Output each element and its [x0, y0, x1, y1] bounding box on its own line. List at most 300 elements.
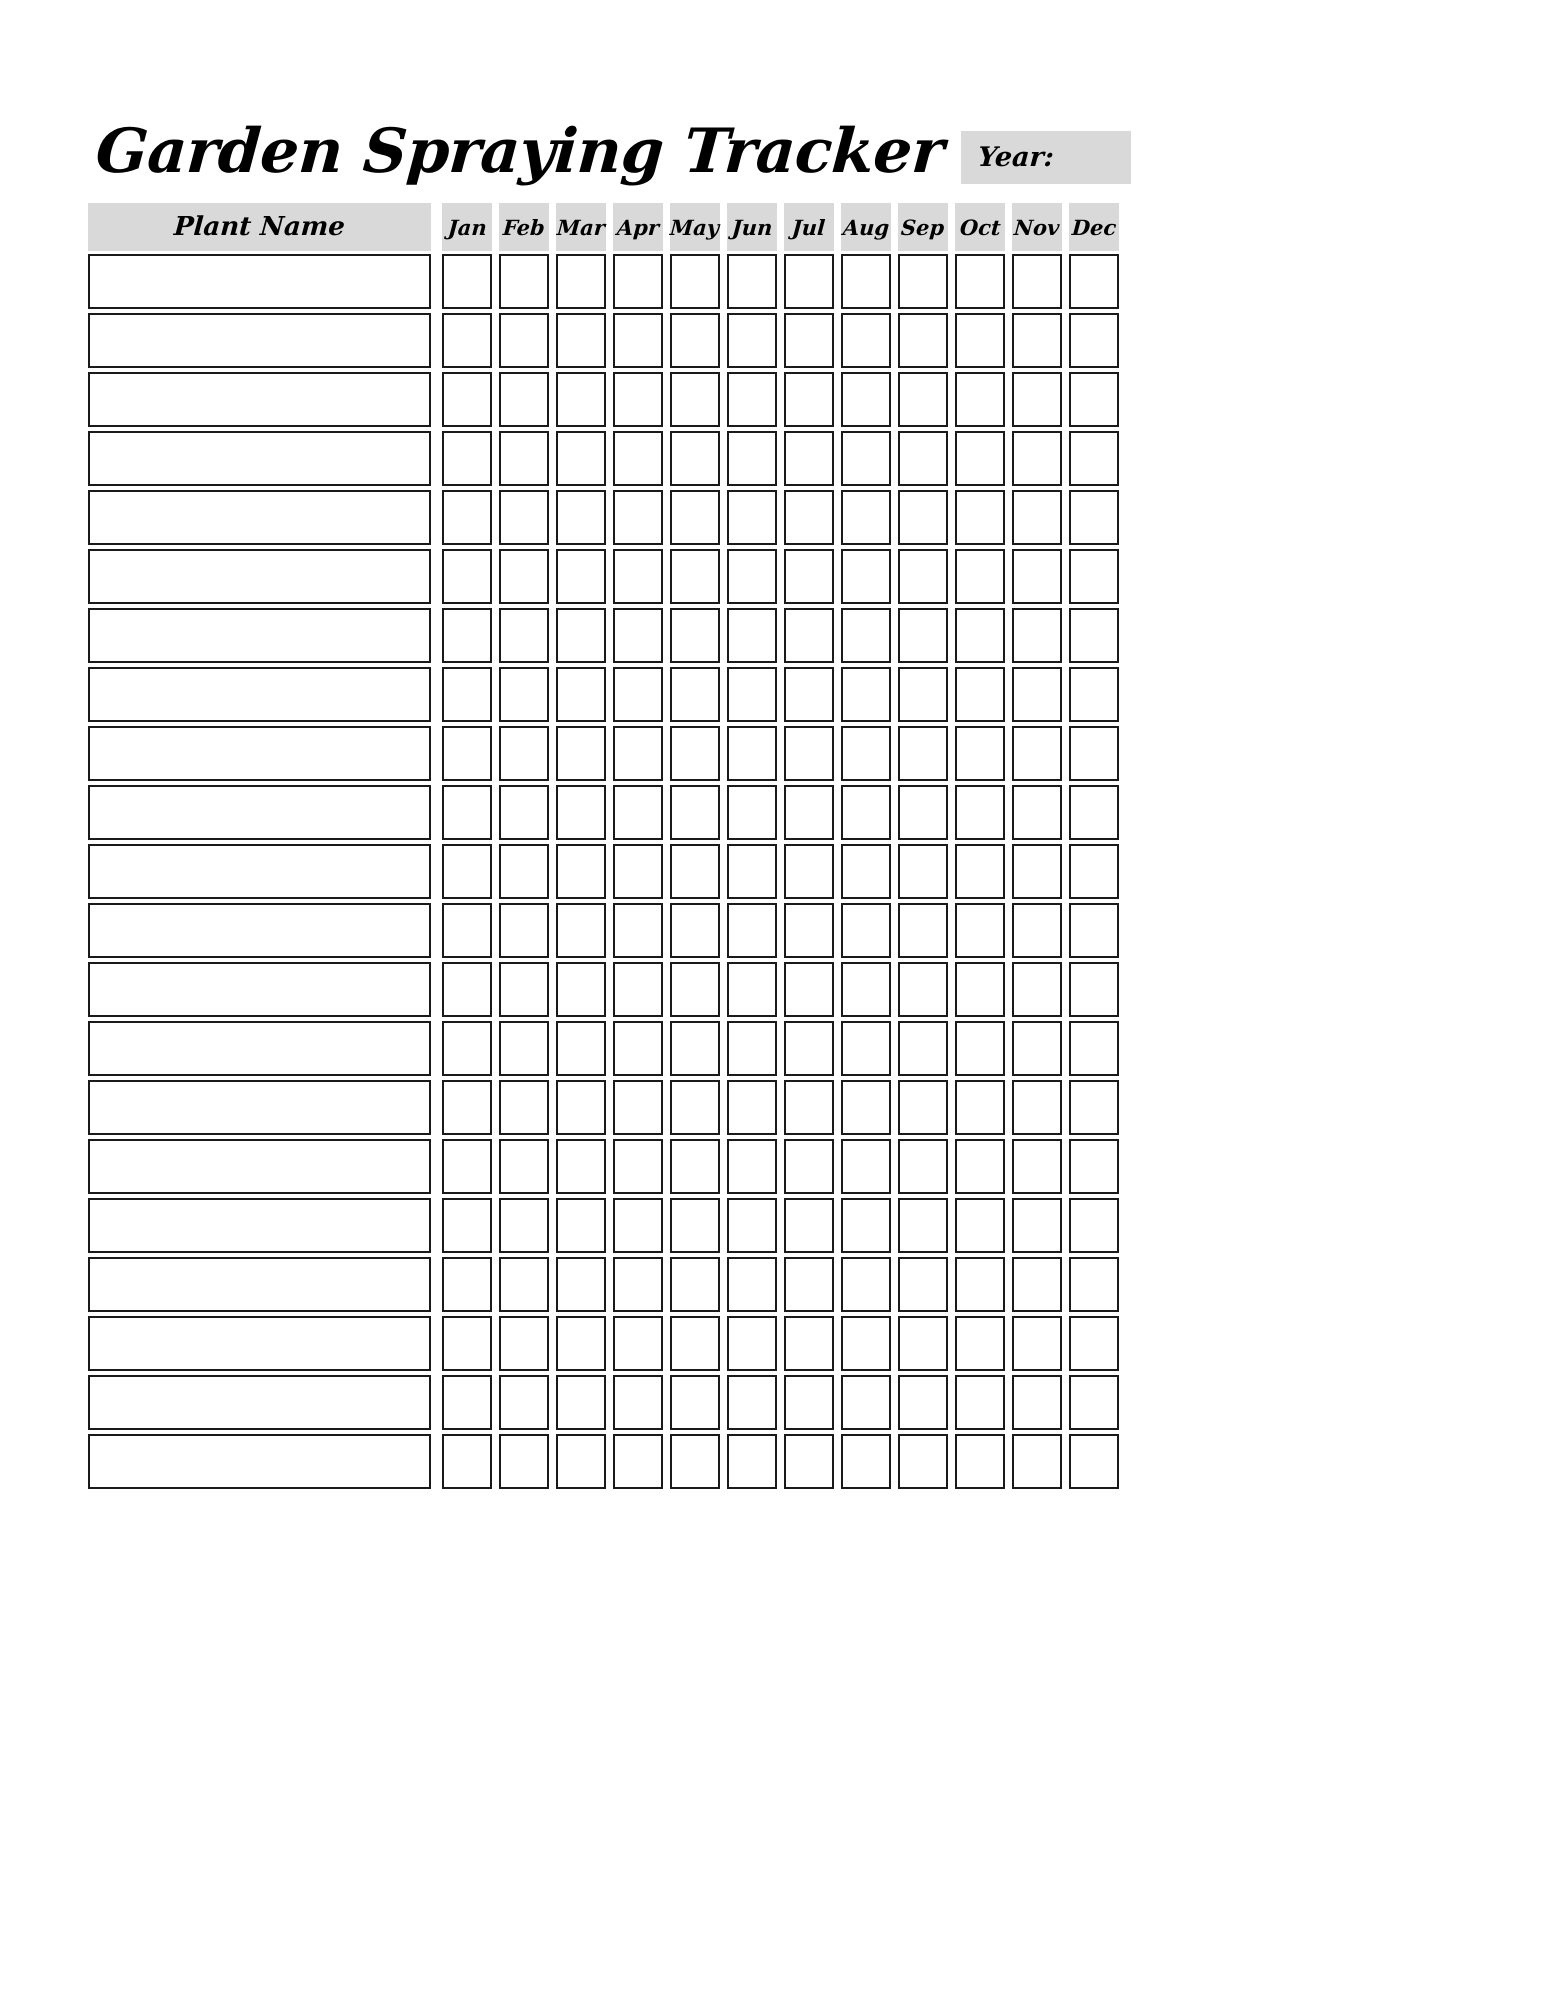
spray-checkbox-cell-sep[interactable]	[898, 785, 948, 840]
plant-name-cell[interactable]	[88, 667, 431, 722]
plant-name-cell[interactable]	[88, 1257, 431, 1312]
spray-checkbox-cell-oct[interactable]	[955, 1021, 1005, 1076]
spray-checkbox-cell-mar[interactable]	[556, 962, 606, 1017]
spray-checkbox-cell-jun[interactable]	[727, 1198, 777, 1253]
spray-checkbox-cell-jul[interactable]	[784, 844, 834, 899]
spray-checkbox-cell-aug[interactable]	[841, 1316, 891, 1371]
spray-checkbox-cell-dec[interactable]	[1069, 490, 1119, 545]
spray-checkbox-cell-oct[interactable]	[955, 1257, 1005, 1312]
plant-name-cell[interactable]	[88, 372, 431, 427]
spray-checkbox-cell-aug[interactable]	[841, 903, 891, 958]
spray-checkbox-cell-oct[interactable]	[955, 667, 1005, 722]
spray-checkbox-cell-aug[interactable]	[841, 608, 891, 663]
spray-checkbox-cell-may[interactable]	[670, 785, 720, 840]
column-header-label: Jun	[730, 214, 774, 240]
spray-checkbox-cell-may[interactable]	[670, 844, 720, 899]
spray-checkbox-cell-mar[interactable]	[556, 608, 606, 663]
spray-checkbox-cell-oct[interactable]	[955, 254, 1005, 309]
spray-checkbox-cell-feb[interactable]	[499, 667, 549, 722]
spray-checkbox-cell-oct[interactable]	[955, 1198, 1005, 1253]
column-header-label: Mar	[556, 214, 606, 240]
spray-checkbox-cell-nov[interactable]	[1012, 667, 1062, 722]
spray-checkbox-cell-nov[interactable]	[1012, 1316, 1062, 1371]
spray-checkbox-cell-dec[interactable]	[1069, 1375, 1119, 1430]
spray-checkbox-cell-nov[interactable]	[1012, 1139, 1062, 1194]
spray-checkbox-cell-mar[interactable]	[556, 1257, 606, 1312]
spray-checkbox-cell-may[interactable]	[670, 490, 720, 545]
spray-checkbox-cell-sep[interactable]	[898, 962, 948, 1017]
spray-checkbox-cell-may[interactable]	[670, 1434, 720, 1489]
spray-checkbox-cell-may[interactable]	[670, 313, 720, 368]
spray-checkbox-cell-sep[interactable]	[898, 1375, 948, 1430]
spray-checkbox-cell-feb[interactable]	[499, 1257, 549, 1312]
spray-checkbox-cell-mar[interactable]	[556, 1021, 606, 1076]
spray-checkbox-cell-feb[interactable]	[499, 1316, 549, 1371]
spray-checkbox-cell-apr[interactable]	[613, 549, 663, 604]
spray-checkbox-cell-feb[interactable]	[499, 785, 549, 840]
spray-checkbox-cell-apr[interactable]	[613, 1257, 663, 1312]
plant-name-cell[interactable]	[88, 1139, 431, 1194]
spray-checkbox-cell-feb[interactable]	[499, 1021, 549, 1076]
spray-checkbox-cell-aug[interactable]	[841, 1198, 891, 1253]
spray-checkbox-cell-dec[interactable]	[1069, 785, 1119, 840]
column-header-month-jun	[727, 203, 777, 251]
spray-checkbox-cell-jun[interactable]	[727, 667, 777, 722]
page-title: Garden Spraying Tracker	[93, 116, 947, 188]
spray-checkbox-cell-jul[interactable]	[784, 254, 834, 309]
spray-checkbox-cell-oct[interactable]	[955, 962, 1005, 1017]
spray-checkbox-cell-nov[interactable]	[1012, 608, 1062, 663]
spray-checkbox-cell-nov[interactable]	[1012, 1080, 1062, 1135]
spray-checkbox-cell-jul[interactable]	[784, 1316, 834, 1371]
column-header-month-oct	[955, 203, 1005, 251]
spray-checkbox-cell-oct[interactable]	[955, 1375, 1005, 1430]
spray-checkbox-cell-jun[interactable]	[727, 372, 777, 427]
spray-checkbox-cell-dec[interactable]	[1069, 313, 1119, 368]
spray-checkbox-cell-mar[interactable]	[556, 549, 606, 604]
spray-checkbox-cell-jul[interactable]	[784, 431, 834, 486]
table-row	[88, 667, 1124, 722]
spray-checkbox-cell-dec[interactable]	[1069, 1080, 1119, 1135]
spray-checkbox-cell-jan[interactable]	[442, 313, 492, 368]
spray-checkbox-cell-sep[interactable]	[898, 667, 948, 722]
spray-checkbox-cell-nov[interactable]	[1012, 726, 1062, 781]
spray-checkbox-cell-feb[interactable]	[499, 1080, 549, 1135]
spray-checkbox-cell-dec[interactable]	[1069, 549, 1119, 604]
spray-checkbox-cell-mar[interactable]	[556, 726, 606, 781]
spray-checkbox-cell-apr[interactable]	[613, 372, 663, 427]
spray-checkbox-cell-oct[interactable]	[955, 1139, 1005, 1194]
spray-checkbox-cell-sep[interactable]	[898, 313, 948, 368]
spray-checkbox-cell-nov[interactable]	[1012, 313, 1062, 368]
spray-checkbox-cell-may[interactable]	[670, 667, 720, 722]
spray-checkbox-cell-sep[interactable]	[898, 844, 948, 899]
spray-checkbox-cell-apr[interactable]	[613, 1021, 663, 1076]
spray-checkbox-cell-aug[interactable]	[841, 490, 891, 545]
spray-checkbox-cell-feb[interactable]	[499, 1139, 549, 1194]
spray-checkbox-cell-aug[interactable]	[841, 726, 891, 781]
table-row	[88, 726, 1124, 781]
spray-checkbox-cell-sep[interactable]	[898, 1139, 948, 1194]
spray-checkbox-cell-jun[interactable]	[727, 1434, 777, 1489]
spray-checkbox-cell-sep[interactable]	[898, 1198, 948, 1253]
year-input-field[interactable]	[961, 131, 1131, 184]
spray-checkbox-cell-jun[interactable]	[727, 608, 777, 663]
spray-checkbox-cell-may[interactable]	[670, 608, 720, 663]
spray-checkbox-cell-nov[interactable]	[1012, 372, 1062, 427]
spray-checkbox-cell-aug[interactable]	[841, 1375, 891, 1430]
plant-name-cell[interactable]	[88, 1375, 431, 1430]
spray-checkbox-cell-apr[interactable]	[613, 313, 663, 368]
spray-checkbox-cell-jan[interactable]	[442, 549, 492, 604]
spray-checkbox-cell-mar[interactable]	[556, 1139, 606, 1194]
spray-checkbox-cell-may[interactable]	[670, 1257, 720, 1312]
column-header-plant-name	[88, 203, 431, 251]
spray-checkbox-cell-feb[interactable]	[499, 962, 549, 1017]
table-header-row	[88, 203, 1124, 251]
spray-checkbox-cell-nov[interactable]	[1012, 490, 1062, 545]
column-header-label: Oct	[958, 214, 1002, 240]
table-row	[88, 1434, 1124, 1489]
spray-checkbox-cell-aug[interactable]	[841, 1257, 891, 1312]
spray-checkbox-cell-mar[interactable]	[556, 1080, 606, 1135]
spray-checkbox-cell-apr[interactable]	[613, 490, 663, 545]
spray-checkbox-cell-nov[interactable]	[1012, 1257, 1062, 1312]
spray-checkbox-cell-jan[interactable]	[442, 1257, 492, 1312]
spray-checkbox-cell-jul[interactable]	[784, 608, 834, 663]
spray-checkbox-cell-jul[interactable]	[784, 1021, 834, 1076]
spray-checkbox-cell-dec[interactable]	[1069, 431, 1119, 486]
spray-checkbox-cell-mar[interactable]	[556, 1316, 606, 1371]
spray-checkbox-cell-dec[interactable]	[1069, 372, 1119, 427]
spray-checkbox-cell-jun[interactable]	[727, 490, 777, 545]
spray-checkbox-cell-dec[interactable]	[1069, 608, 1119, 663]
spray-checkbox-cell-aug[interactable]	[841, 1080, 891, 1135]
spray-checkbox-cell-mar[interactable]	[556, 1375, 606, 1430]
plant-name-cell[interactable]	[88, 844, 431, 899]
spray-checkbox-cell-jul[interactable]	[784, 785, 834, 840]
spray-checkbox-cell-jul[interactable]	[784, 549, 834, 604]
spray-checkbox-cell-dec[interactable]	[1069, 1257, 1119, 1312]
spray-checkbox-cell-oct[interactable]	[955, 1434, 1005, 1489]
spray-checkbox-cell-mar[interactable]	[556, 1434, 606, 1489]
spray-checkbox-cell-jan[interactable]	[442, 1316, 492, 1371]
plant-name-cell[interactable]	[88, 1198, 431, 1253]
spray-checkbox-cell-jun[interactable]	[727, 962, 777, 1017]
spray-checkbox-cell-oct[interactable]	[955, 1316, 1005, 1371]
spray-checkbox-cell-sep[interactable]	[898, 254, 948, 309]
spray-checkbox-cell-feb[interactable]	[499, 903, 549, 958]
spray-checkbox-cell-apr[interactable]	[613, 726, 663, 781]
spray-checkbox-cell-feb[interactable]	[499, 549, 549, 604]
spray-checkbox-cell-jul[interactable]	[784, 667, 834, 722]
spray-checkbox-cell-feb[interactable]	[499, 1434, 549, 1489]
spray-checkbox-cell-jun[interactable]	[727, 1139, 777, 1194]
spray-checkbox-cell-nov[interactable]	[1012, 962, 1062, 1017]
spray-checkbox-cell-oct[interactable]	[955, 726, 1005, 781]
table-row	[88, 1198, 1124, 1253]
spray-checkbox-cell-jun[interactable]	[727, 254, 777, 309]
spray-checkbox-cell-dec[interactable]	[1069, 962, 1119, 1017]
spray-checkbox-cell-mar[interactable]	[556, 254, 606, 309]
spray-checkbox-cell-nov[interactable]	[1012, 844, 1062, 899]
spray-checkbox-cell-dec[interactable]	[1069, 1198, 1119, 1253]
spray-checkbox-cell-aug[interactable]	[841, 254, 891, 309]
spray-checkbox-cell-apr[interactable]	[613, 1316, 663, 1371]
spray-checkbox-cell-sep[interactable]	[898, 1021, 948, 1076]
spray-checkbox-cell-apr[interactable]	[613, 1198, 663, 1253]
spray-checkbox-cell-jul[interactable]	[784, 372, 834, 427]
spray-checkbox-cell-jan[interactable]	[442, 490, 492, 545]
spray-checkbox-cell-jan[interactable]	[442, 1198, 492, 1253]
spray-checkbox-cell-jun[interactable]	[727, 1257, 777, 1312]
column-header-label: Jan	[446, 214, 488, 240]
column-header-label: Plant Name	[172, 212, 347, 242]
plant-name-cell[interactable]	[88, 726, 431, 781]
table-body	[88, 254, 1124, 1489]
spray-checkbox-cell-mar[interactable]	[556, 490, 606, 545]
spray-checkbox-cell-sep[interactable]	[898, 1257, 948, 1312]
spray-checkbox-cell-jul[interactable]	[784, 1139, 834, 1194]
spray-checkbox-cell-aug[interactable]	[841, 549, 891, 604]
spray-checkbox-cell-jun[interactable]	[727, 726, 777, 781]
spray-checkbox-cell-sep[interactable]	[898, 431, 948, 486]
column-header-label: Aug	[842, 214, 890, 240]
spray-checkbox-cell-nov[interactable]	[1012, 903, 1062, 958]
spray-checkbox-cell-dec[interactable]	[1069, 254, 1119, 309]
spray-checkbox-cell-jul[interactable]	[784, 1434, 834, 1489]
spray-checkbox-cell-jan[interactable]	[442, 844, 492, 899]
spray-checkbox-cell-dec[interactable]	[1069, 1316, 1119, 1371]
spray-checkbox-cell-mar[interactable]	[556, 785, 606, 840]
spray-checkbox-cell-dec[interactable]	[1069, 1021, 1119, 1076]
plant-name-cell[interactable]	[88, 1434, 431, 1489]
plant-name-cell[interactable]	[88, 254, 431, 309]
spray-checkbox-cell-apr[interactable]	[613, 903, 663, 958]
spray-checkbox-cell-jan[interactable]	[442, 372, 492, 427]
column-header-label: May	[669, 214, 721, 240]
spray-checkbox-cell-apr[interactable]	[613, 254, 663, 309]
spray-checkbox-cell-aug[interactable]	[841, 372, 891, 427]
spray-checkbox-cell-jun[interactable]	[727, 903, 777, 958]
spray-checkbox-cell-may[interactable]	[670, 549, 720, 604]
spray-checkbox-cell-sep[interactable]	[898, 1316, 948, 1371]
spray-checkbox-cell-may[interactable]	[670, 1198, 720, 1253]
plant-name-cell[interactable]	[88, 962, 431, 1017]
column-header-label: Jul	[791, 214, 827, 240]
plant-name-cell[interactable]	[88, 431, 431, 486]
column-header-label: Feb	[502, 214, 546, 240]
spray-checkbox-cell-feb[interactable]	[499, 372, 549, 427]
spray-checkbox-cell-jul[interactable]	[784, 903, 834, 958]
spray-checkbox-cell-mar[interactable]	[556, 313, 606, 368]
spray-checkbox-cell-feb[interactable]	[499, 844, 549, 899]
spray-checkbox-cell-jul[interactable]	[784, 490, 834, 545]
spray-checkbox-cell-may[interactable]	[670, 962, 720, 1017]
spray-checkbox-cell-dec[interactable]	[1069, 726, 1119, 781]
spray-checkbox-cell-sep[interactable]	[898, 726, 948, 781]
spray-checkbox-cell-sep[interactable]	[898, 608, 948, 663]
plant-name-cell[interactable]	[88, 1316, 431, 1371]
spray-checkbox-cell-jan[interactable]	[442, 903, 492, 958]
spray-checkbox-cell-dec[interactable]	[1069, 1434, 1119, 1489]
plant-name-cell[interactable]	[88, 1080, 431, 1135]
table-row	[88, 254, 1124, 309]
spray-checkbox-cell-apr[interactable]	[613, 1080, 663, 1135]
spray-checkbox-cell-dec[interactable]	[1069, 1139, 1119, 1194]
plant-name-cell[interactable]	[88, 1021, 431, 1076]
spray-checkbox-cell-mar[interactable]	[556, 372, 606, 427]
spray-checkbox-cell-jun[interactable]	[727, 1021, 777, 1076]
spray-checkbox-cell-jan[interactable]	[442, 254, 492, 309]
spray-checkbox-cell-jun[interactable]	[727, 785, 777, 840]
spray-checkbox-cell-oct[interactable]	[955, 549, 1005, 604]
spray-checkbox-cell-may[interactable]	[670, 1139, 720, 1194]
spray-checkbox-cell-may[interactable]	[670, 431, 720, 486]
spray-checkbox-cell-oct[interactable]	[955, 785, 1005, 840]
spray-checkbox-cell-sep[interactable]	[898, 549, 948, 604]
spray-checkbox-cell-oct[interactable]	[955, 490, 1005, 545]
spray-checkbox-cell-nov[interactable]	[1012, 1198, 1062, 1253]
spray-checkbox-cell-aug[interactable]	[841, 785, 891, 840]
spray-checkbox-cell-feb[interactable]	[499, 726, 549, 781]
spray-checkbox-cell-may[interactable]	[670, 1080, 720, 1135]
spray-checkbox-cell-feb[interactable]	[499, 1198, 549, 1253]
column-header-month-aug	[841, 203, 891, 251]
spray-checkbox-cell-aug[interactable]	[841, 313, 891, 368]
spray-checkbox-cell-jul[interactable]	[784, 1375, 834, 1430]
spray-checkbox-cell-may[interactable]	[670, 254, 720, 309]
spray-checkbox-cell-dec[interactable]	[1069, 903, 1119, 958]
spray-checkbox-cell-apr[interactable]	[613, 1434, 663, 1489]
spray-checkbox-cell-nov[interactable]	[1012, 1021, 1062, 1076]
spray-checkbox-cell-jun[interactable]	[727, 1375, 777, 1430]
spray-checkbox-cell-may[interactable]	[670, 903, 720, 958]
spray-checkbox-cell-jan[interactable]	[442, 1021, 492, 1076]
plant-name-cell[interactable]	[88, 313, 431, 368]
spray-checkbox-cell-jan[interactable]	[442, 667, 492, 722]
spray-checkbox-cell-nov[interactable]	[1012, 1375, 1062, 1430]
spray-checkbox-cell-nov[interactable]	[1012, 549, 1062, 604]
spray-checkbox-cell-sep[interactable]	[898, 903, 948, 958]
spray-checkbox-cell-jul[interactable]	[784, 962, 834, 1017]
spray-checkbox-cell-jun[interactable]	[727, 313, 777, 368]
spray-checkbox-cell-nov[interactable]	[1012, 1434, 1062, 1489]
spray-checkbox-cell-jan[interactable]	[442, 608, 492, 663]
spray-checkbox-cell-jul[interactable]	[784, 1080, 834, 1135]
spray-checkbox-cell-jun[interactable]	[727, 844, 777, 899]
spray-checkbox-cell-jun[interactable]	[727, 549, 777, 604]
spray-checkbox-cell-apr[interactable]	[613, 844, 663, 899]
spray-checkbox-cell-mar[interactable]	[556, 1198, 606, 1253]
spray-checkbox-cell-nov[interactable]	[1012, 785, 1062, 840]
spray-checkbox-cell-may[interactable]	[670, 1316, 720, 1371]
spray-checkbox-cell-may[interactable]	[670, 1375, 720, 1430]
spray-checkbox-cell-sep[interactable]	[898, 490, 948, 545]
spray-checkbox-cell-jan[interactable]	[442, 1139, 492, 1194]
spray-checkbox-cell-nov[interactable]	[1012, 254, 1062, 309]
spray-checkbox-cell-jan[interactable]	[442, 962, 492, 1017]
spray-checkbox-cell-oct[interactable]	[955, 1080, 1005, 1135]
table-row	[88, 962, 1124, 1017]
spray-checkbox-cell-jan[interactable]	[442, 1375, 492, 1430]
spray-checkbox-cell-apr[interactable]	[613, 1139, 663, 1194]
spray-checkbox-cell-may[interactable]	[670, 1021, 720, 1076]
spray-checkbox-cell-apr[interactable]	[613, 608, 663, 663]
spray-checkbox-cell-oct[interactable]	[955, 431, 1005, 486]
spray-checkbox-cell-aug[interactable]	[841, 1139, 891, 1194]
plant-name-cell[interactable]	[88, 549, 431, 604]
spray-checkbox-cell-jun[interactable]	[727, 431, 777, 486]
spray-checkbox-cell-oct[interactable]	[955, 903, 1005, 958]
spray-checkbox-cell-feb[interactable]	[499, 313, 549, 368]
spray-checkbox-cell-oct[interactable]	[955, 844, 1005, 899]
table-row	[88, 1257, 1124, 1312]
spray-checkbox-cell-jul[interactable]	[784, 1257, 834, 1312]
column-header-month-dec	[1069, 203, 1119, 251]
spray-checkbox-cell-aug[interactable]	[841, 1434, 891, 1489]
spray-checkbox-cell-sep[interactable]	[898, 1080, 948, 1135]
plant-name-cell[interactable]	[88, 608, 431, 663]
spray-checkbox-cell-feb[interactable]	[499, 1375, 549, 1430]
spray-checkbox-cell-aug[interactable]	[841, 1021, 891, 1076]
spray-checkbox-cell-feb[interactable]	[499, 490, 549, 545]
spray-checkbox-cell-apr[interactable]	[613, 1375, 663, 1430]
spray-checkbox-cell-mar[interactable]	[556, 431, 606, 486]
spray-checkbox-cell-oct[interactable]	[955, 608, 1005, 663]
spray-checkbox-cell-dec[interactable]	[1069, 844, 1119, 899]
spray-checkbox-cell-oct[interactable]	[955, 313, 1005, 368]
table-row	[88, 549, 1124, 604]
spray-checkbox-cell-dec[interactable]	[1069, 667, 1119, 722]
spray-checkbox-cell-mar[interactable]	[556, 903, 606, 958]
spray-checkbox-cell-feb[interactable]	[499, 608, 549, 663]
spray-checkbox-cell-jul[interactable]	[784, 1198, 834, 1253]
plant-name-cell[interactable]	[88, 903, 431, 958]
spray-checkbox-cell-mar[interactable]	[556, 844, 606, 899]
spray-checkbox-cell-jan[interactable]	[442, 726, 492, 781]
spray-checkbox-cell-aug[interactable]	[841, 962, 891, 1017]
spray-checkbox-cell-sep[interactable]	[898, 372, 948, 427]
spray-checkbox-cell-apr[interactable]	[613, 431, 663, 486]
spray-checkbox-cell-jan[interactable]	[442, 431, 492, 486]
spray-checkbox-cell-jul[interactable]	[784, 313, 834, 368]
spray-checkbox-cell-aug[interactable]	[841, 667, 891, 722]
spray-checkbox-cell-nov[interactable]	[1012, 431, 1062, 486]
spray-checkbox-cell-jul[interactable]	[784, 726, 834, 781]
spray-checkbox-cell-aug[interactable]	[841, 431, 891, 486]
spray-checkbox-cell-jun[interactable]	[727, 1316, 777, 1371]
spray-checkbox-cell-may[interactable]	[670, 372, 720, 427]
plant-name-cell[interactable]	[88, 785, 431, 840]
spray-checkbox-cell-sep[interactable]	[898, 1434, 948, 1489]
spray-checkbox-cell-feb[interactable]	[499, 254, 549, 309]
spray-checkbox-cell-feb[interactable]	[499, 431, 549, 486]
spray-checkbox-cell-jan[interactable]	[442, 1080, 492, 1135]
spray-checkbox-cell-mar[interactable]	[556, 667, 606, 722]
table-row	[88, 608, 1124, 663]
spray-checkbox-cell-apr[interactable]	[613, 667, 663, 722]
spray-checkbox-cell-apr[interactable]	[613, 785, 663, 840]
spray-checkbox-cell-apr[interactable]	[613, 962, 663, 1017]
spray-checkbox-cell-jan[interactable]	[442, 785, 492, 840]
spray-checkbox-cell-may[interactable]	[670, 726, 720, 781]
spray-checkbox-cell-aug[interactable]	[841, 844, 891, 899]
plant-name-cell[interactable]	[88, 490, 431, 545]
spray-checkbox-cell-jan[interactable]	[442, 1434, 492, 1489]
spray-checkbox-cell-jun[interactable]	[727, 1080, 777, 1135]
spray-checkbox-cell-oct[interactable]	[955, 372, 1005, 427]
